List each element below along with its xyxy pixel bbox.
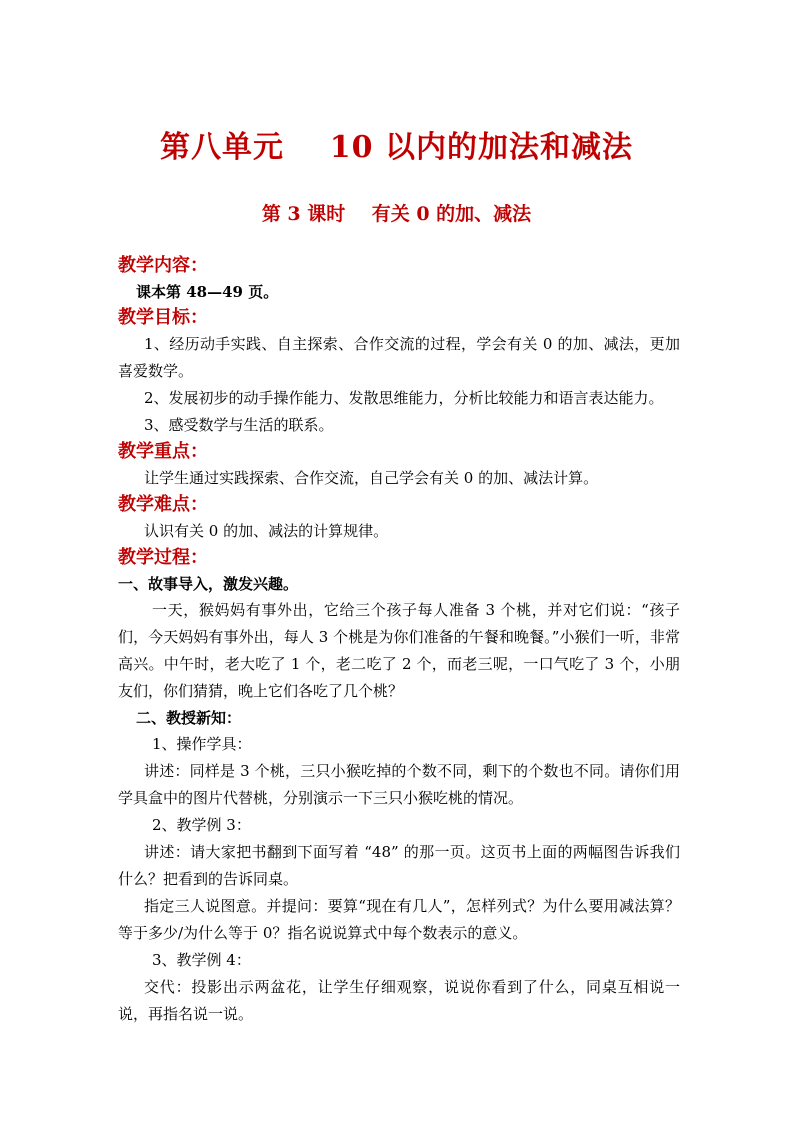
goal-item: 1、经历动手实践、自主探索、合作交流的过程，学会有关 0 的加、减法，更加喜爱数学。	[118, 335, 680, 380]
step1-title: 1、操作学具：	[152, 735, 252, 753]
lesson-subtitle: 第 3 课时 有关 0 的加、减法	[261, 203, 532, 225]
step3-title: 3、教学例 4：	[152, 951, 251, 969]
content-heading: 教学内容：	[118, 255, 208, 276]
step1-text: 讲述：同样是 3 个桃，三只小猴吃掉的个数不同，剩下的个数也不同。请你们用学具盒中的图片代替桃，分别演示一下三只小猴吃桃的情况。	[118, 762, 680, 807]
part1-title: 一、故事导入，激发兴趣。	[118, 575, 299, 593]
step2-text-1: 讲述：请大家把书翻到下面写着 “48” 的那一页。这页书上面的两幅图告诉我们什么？把看到的告诉同桌。	[118, 843, 680, 888]
part1-text: 一天，猴妈妈有事外出，它给三个孩子每人准备 3 个桃，并对它们说：“孩子们，今天妈妈有事外出，每人 3 个桃是为你们准备的午餐和晚餐。”小猴们一听，非常高兴。中午时，老大吃了 1 个，老二吃了 2 个，而老三呢，一口气吃了 3 个，小朋友们，你们猜猜，晚上它们各吃了几个桃？	[118, 601, 680, 700]
goal-item: 3、感受数学与生活的联系。	[144, 416, 334, 434]
key-point-heading: 教学重点：	[118, 441, 208, 462]
content-text: 课本第 48—49 页。	[136, 283, 279, 301]
goal-item: 2、发展初步的动手操作能力、发散思维能力，分析比较能力和语言表达能力。	[144, 389, 664, 407]
lesson-plan-body	[118, 253, 680, 1028]
process-heading: 教学过程：	[118, 547, 208, 568]
part2-title: 二、教授新知：	[136, 709, 242, 727]
step2-title: 2、教学例 3：	[152, 816, 251, 834]
difficulty-heading: 教学难点：	[118, 494, 208, 515]
difficulty-text: 认识有关 0 的加、减法的计算规律。	[144, 522, 389, 540]
step3-text: 交代：投影出示两盆花，让学生仔细观察，说说你看到了什么，同桌互相说一说，再指名说一说。	[118, 978, 680, 1023]
goals-heading: 教学目标：	[118, 307, 208, 328]
page-title: 第八单元 10 以内的加法和减法	[160, 130, 633, 165]
key-point-text: 让学生通过实践探索、合作交流，自己学会有关 0 的加、减法计算。	[144, 469, 599, 487]
step2-text-2: 指定三人说图意。并提问：要算“现在有几人”，怎样列式？为什么要用减法算？等于多少/为什么等于 0？指名说说算式中每个数表示的意义。	[118, 897, 680, 942]
